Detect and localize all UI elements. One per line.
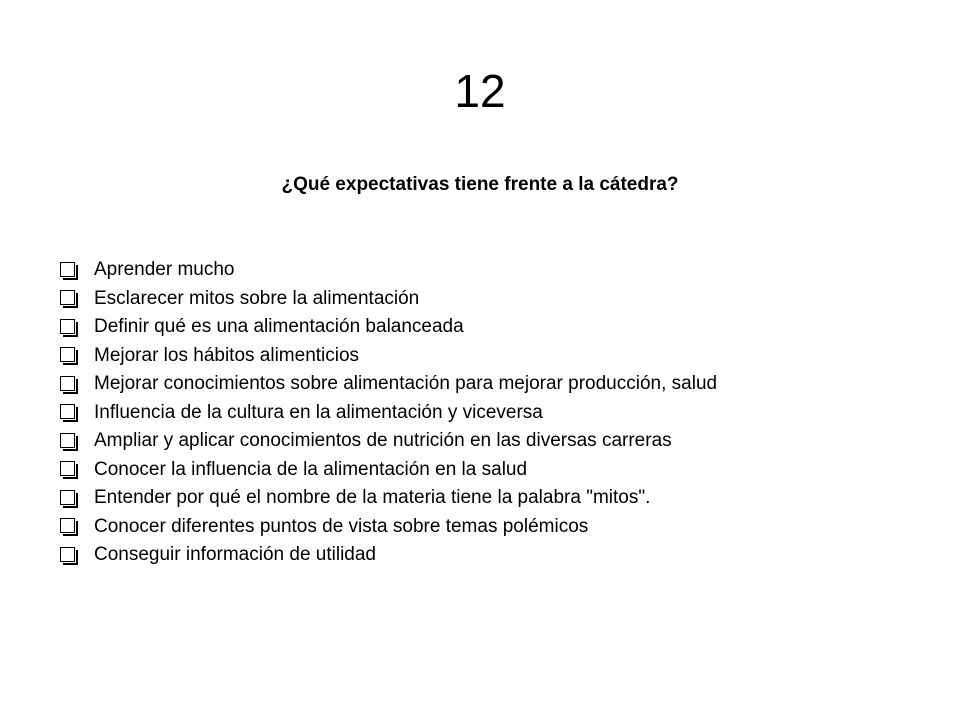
list-item	[60, 427, 940, 456]
list-item-text: Definir qué es una alimentación balanceada	[94, 316, 464, 338]
list-item-text: Conseguir información de utilidad	[94, 544, 376, 566]
list-item	[60, 370, 940, 399]
checkbox-icon	[60, 290, 77, 307]
checkbox-icon	[60, 319, 77, 336]
list-item	[60, 285, 940, 314]
checkbox-icon	[60, 490, 77, 507]
list-item-text: Conocer diferentes puntos de vista sobre temas polémicos	[94, 515, 589, 537]
list-item-text: Influencia de la cultura en la alimentación y viceversa	[94, 401, 543, 423]
list-item	[60, 456, 940, 485]
checkbox-icon	[60, 433, 77, 450]
checkbox-icon	[60, 262, 77, 279]
list-item-text: Mejorar los hábitos alimenticios	[94, 344, 360, 366]
list-item-text: Conocer la influencia de la alimentación en la salud	[94, 458, 528, 480]
checkbox-icon	[60, 518, 77, 535]
expectations-list	[60, 256, 940, 570]
list-item	[60, 541, 940, 570]
list-item-text: Mejorar conocimientos sobre alimentación para mejorar producción, salud	[94, 373, 718, 395]
list-item-text: Entender por qué el nombre de la materia tiene la palabra "mitos".	[94, 487, 651, 509]
list-item	[60, 313, 940, 342]
checkbox-icon	[60, 404, 77, 421]
list-item	[60, 399, 940, 428]
slide-title: 12	[454, 65, 506, 117]
list-item	[60, 256, 940, 285]
checkbox-icon	[60, 461, 77, 478]
checkbox-icon	[60, 376, 77, 393]
checkbox-icon	[60, 547, 77, 564]
list-item	[60, 484, 940, 513]
list-item-text: Aprender mucho	[94, 259, 235, 281]
list-item	[60, 342, 940, 371]
checkbox-icon	[60, 347, 77, 364]
list-item-text: Esclarecer mitos sobre la alimentación	[94, 287, 420, 309]
list-item	[60, 513, 940, 542]
list-item-text: Ampliar y aplicar conocimientos de nutrición en las diversas carreras	[94, 430, 672, 452]
question-heading: ¿Qué expectativas tiene frente a la cátedra?	[281, 174, 679, 195]
